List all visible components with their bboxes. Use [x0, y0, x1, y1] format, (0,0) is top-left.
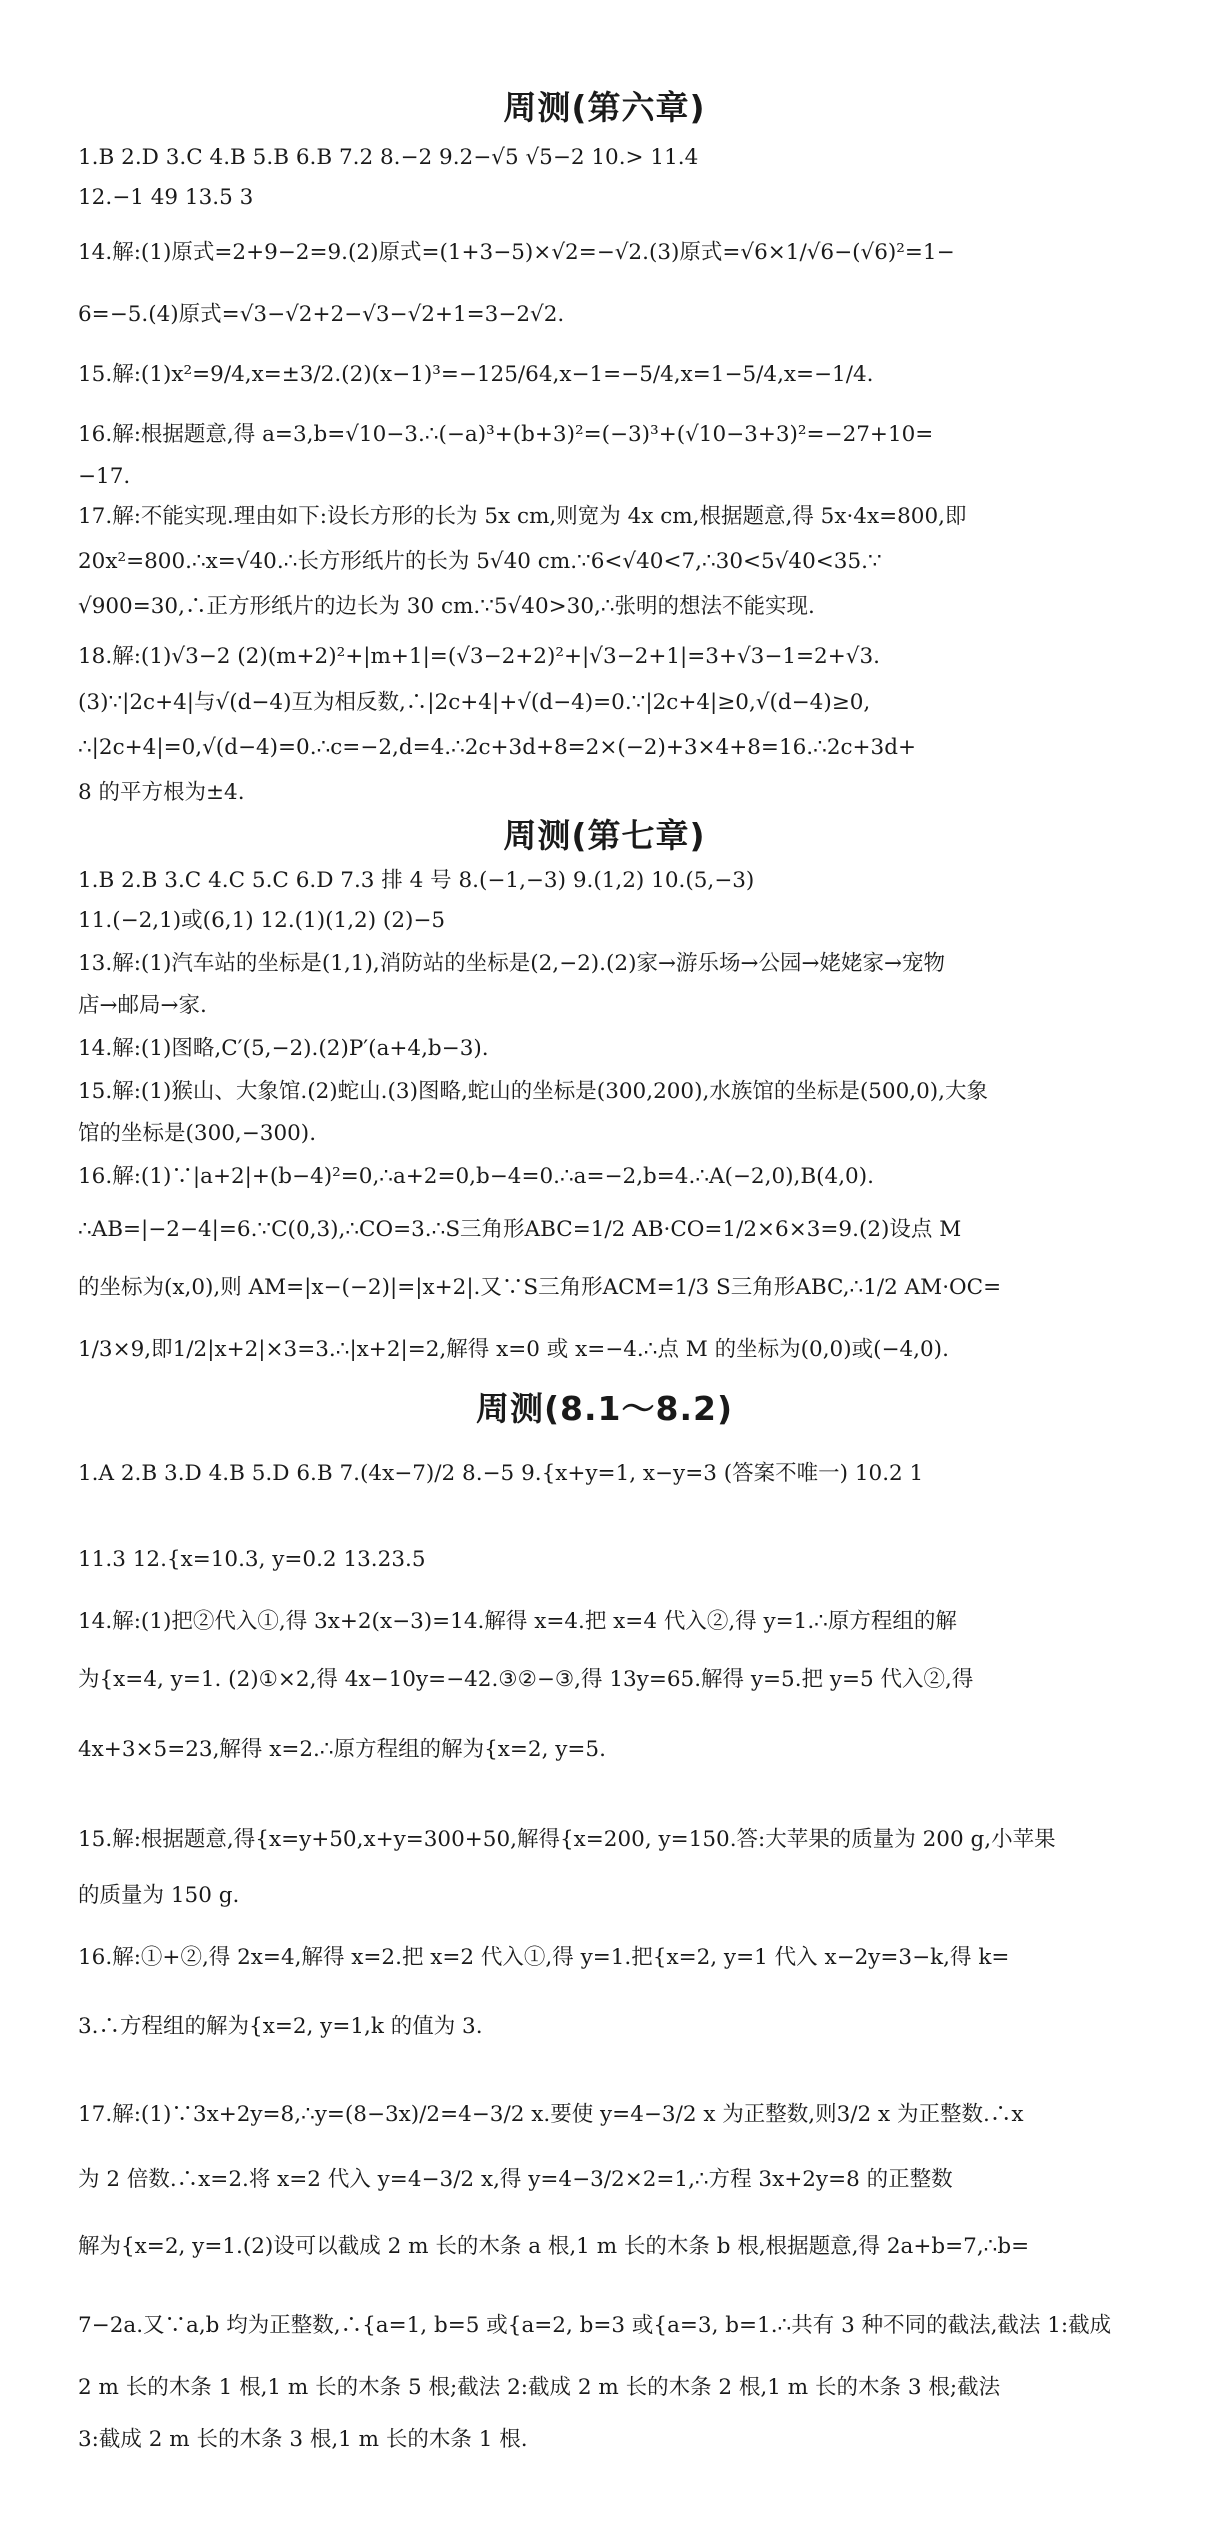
text-line: 17.解:(1)∵3x+2y=8,∴y=(8−3x)/2=4−3/2 x.要使 y=4−3/2 x 为正整数,则3/2 x 为正整数.∴x: [78, 2102, 1024, 2127]
text-line: 7−2a.又∵a,b 均为正整数,∴{a=1, b=5 或{a=2, b=3 或{a=3, b=1.∴共有 3 种不同的截法,截法 1:截成: [78, 2313, 1112, 2338]
text-line: 1.A 2.B 3.D 4.B 5.D 6.B 7.(4x−7)/2 8.−5 9.{x+y=1, x−y=3 (答案不唯一) 10.2 1: [78, 1461, 924, 1486]
text-line: 1.B 2.D 3.C 4.B 5.B 6.B 7.2 8.−2 9.2−√5 √5−2 10.> 11.4: [78, 145, 699, 170]
text-line: 4x+3×5=23,解得 x=2.∴原方程组的解为{x=2, y=5.: [78, 1737, 606, 1762]
text-line: 馆的坐标是(300,−300).: [78, 1121, 317, 1146]
text-line: 3:截成 2 m 长的木条 3 根,1 m 长的木条 1 根.: [78, 2427, 528, 2452]
text-line: 17.解:不能实现.理由如下:设长方形的长为 5x cm,则宽为 4x cm,根据题意,得 5x·4x=800,即: [78, 504, 967, 529]
text-line: 14.解:(1)原式=2+9−2=9.(2)原式=(1+3−5)×√2=−√2.(3)原式=√6×1/√6−(√6)²=1−: [78, 240, 955, 265]
text-line: 16.解:根据题意,得 a=3,b=√10−3.∴(−a)³+(b+3)²=(−3)³+(√10−3+3)²=−27+10=: [78, 422, 934, 447]
text-line: 14.解:(1)图略,C′(5,−2).(2)P′(a+4,b−3).: [78, 1036, 489, 1061]
text-line: 店→邮局→家.: [78, 993, 207, 1018]
text-line: 1.B 2.B 3.C 4.C 5.C 6.D 7.3 排 4 号 8.(−1,−3) 9.(1,2) 10.(5,−3): [78, 868, 755, 893]
text-line: √900=30,∴正方形纸片的边长为 30 cm.∵5√40>30,∴张明的想法不能实现.: [78, 594, 815, 619]
text-line: 16.解:①+②,得 2x=4,解得 x=2.把 x=2 代入①,得 y=1.把{x=2, y=1 代入 x−2y=3−k,得 k=: [78, 1945, 1010, 1970]
section-title-ch8: 周测(8.1～8.2): [475, 1389, 734, 1428]
text-line: ∴|2c+4|=0,√(d−4)=0.∴c=−2,d=4.∴2c+3d+8=2×(−2)+3×4+8=16.∴2c+3d+: [78, 735, 917, 760]
text-line: 18.解:(1)√3−2 (2)(m+2)²+|m+1|=(√3−2+2)²+|√3−2+1|=3+√3−1=2+√3.: [78, 644, 880, 669]
text-line: 12.−1 49 13.5 3: [78, 185, 254, 210]
section-title-ch7: 周测(第七章): [503, 816, 706, 855]
text-line: 为 2 倍数.∴x=2.将 x=2 代入 y=4−3/2 x,得 y=4−3/2×2=1,∴方程 3x+2y=8 的正整数: [78, 2167, 953, 2192]
text-line: 解为{x=2, y=1.(2)设可以截成 2 m 长的木条 a 根,1 m 长的木条 b 根,根据题意,得 2a+b=7,∴b=: [78, 2234, 1030, 2259]
text-line: 6=−5.(4)原式=√3−√2+2−√3−√2+1=3−2√2.: [78, 302, 565, 327]
text-line: 的坐标为(x,0),则 AM=|x−(−2)|=|x+2|.又∵S三角形ACM=1/3 S三角形ABC,∴1/2 AM·OC=: [78, 1275, 1002, 1300]
text-line: 11.(−2,1)或(6,1) 12.(1)(1,2) (2)−5: [78, 908, 446, 933]
text-line: 1/3×9,即1/2|x+2|×3=3.∴|x+2|=2,解得 x=0 或 x=−4.∴点 M 的坐标为(0,0)或(−4,0).: [78, 1337, 949, 1362]
text-line: (3)∵|2c+4|与√(d−4)互为相反数,∴|2c+4|+√(d−4)=0.∵|2c+4|≥0,√(d−4)≥0,: [78, 690, 871, 715]
text-line: 20x²=800.∴x=√40.∴长方形纸片的长为 5√40 cm.∵6<√40<7,∴30<5√40<35.∵: [78, 549, 882, 574]
text-line: 11.3 12.{x=10.3, y=0.2 13.23.5: [78, 1547, 426, 1572]
text-line: 的质量为 150 g.: [78, 1883, 240, 1908]
text-line: 16.解:(1)∵|a+2|+(b−4)²=0,∴a+2=0,b−4=0.∴a=−2,b=4.∴A(−2,0),B(4,0).: [78, 1164, 874, 1189]
text-line: 15.解:(1)x²=9/4,x=±3/2.(2)(x−1)³=−125/64,x−1=−5/4,x=1−5/4,x=−1/4.: [78, 362, 874, 387]
text-line: ∴AB=|−2−4|=6.∵C(0,3),∴CO=3.∴S三角形ABC=1/2 AB·CO=1/2×6×3=9.(2)设点 M: [78, 1217, 962, 1242]
text-line: 14.解:(1)把②代入①,得 3x+2(x−3)=14.解得 x=4.把 x=4 代入②,得 y=1.∴原方程组的解: [78, 1609, 957, 1634]
text-line: 13.解:(1)汽车站的坐标是(1,1),消防站的坐标是(2,−2).(2)家→游乐场→公园→姥姥家→宠物: [78, 951, 946, 976]
text-line: 为{x=4, y=1. (2)①×2,得 4x−10y=−42.③②−③,得 13y=65.解得 y=5.把 y=5 代入②,得: [78, 1667, 974, 1692]
text-line: 15.解:根据题意,得{x=y+50,x+y=300+50,解得{x=200, y=150.答:大苹果的质量为 200 g,小苹果: [78, 1827, 1056, 1852]
text-line: 15.解:(1)猴山、大象馆.(2)蛇山.(3)图略,蛇山的坐标是(300,200),水族馆的坐标是(500,0),大象: [78, 1079, 988, 1104]
section-title-ch6: 周测(第六章): [503, 88, 706, 127]
text-line: −17.: [78, 464, 131, 489]
text-line: 2 m 长的木条 1 根,1 m 长的木条 5 根;截法 2:截成 2 m 长的木条 2 根,1 m 长的木条 3 根;截法: [78, 2375, 1001, 2400]
text-line: 3.∴方程组的解为{x=2, y=1,k 的值为 3.: [78, 2014, 483, 2039]
text-line: 8 的平方根为±4.: [78, 780, 245, 805]
